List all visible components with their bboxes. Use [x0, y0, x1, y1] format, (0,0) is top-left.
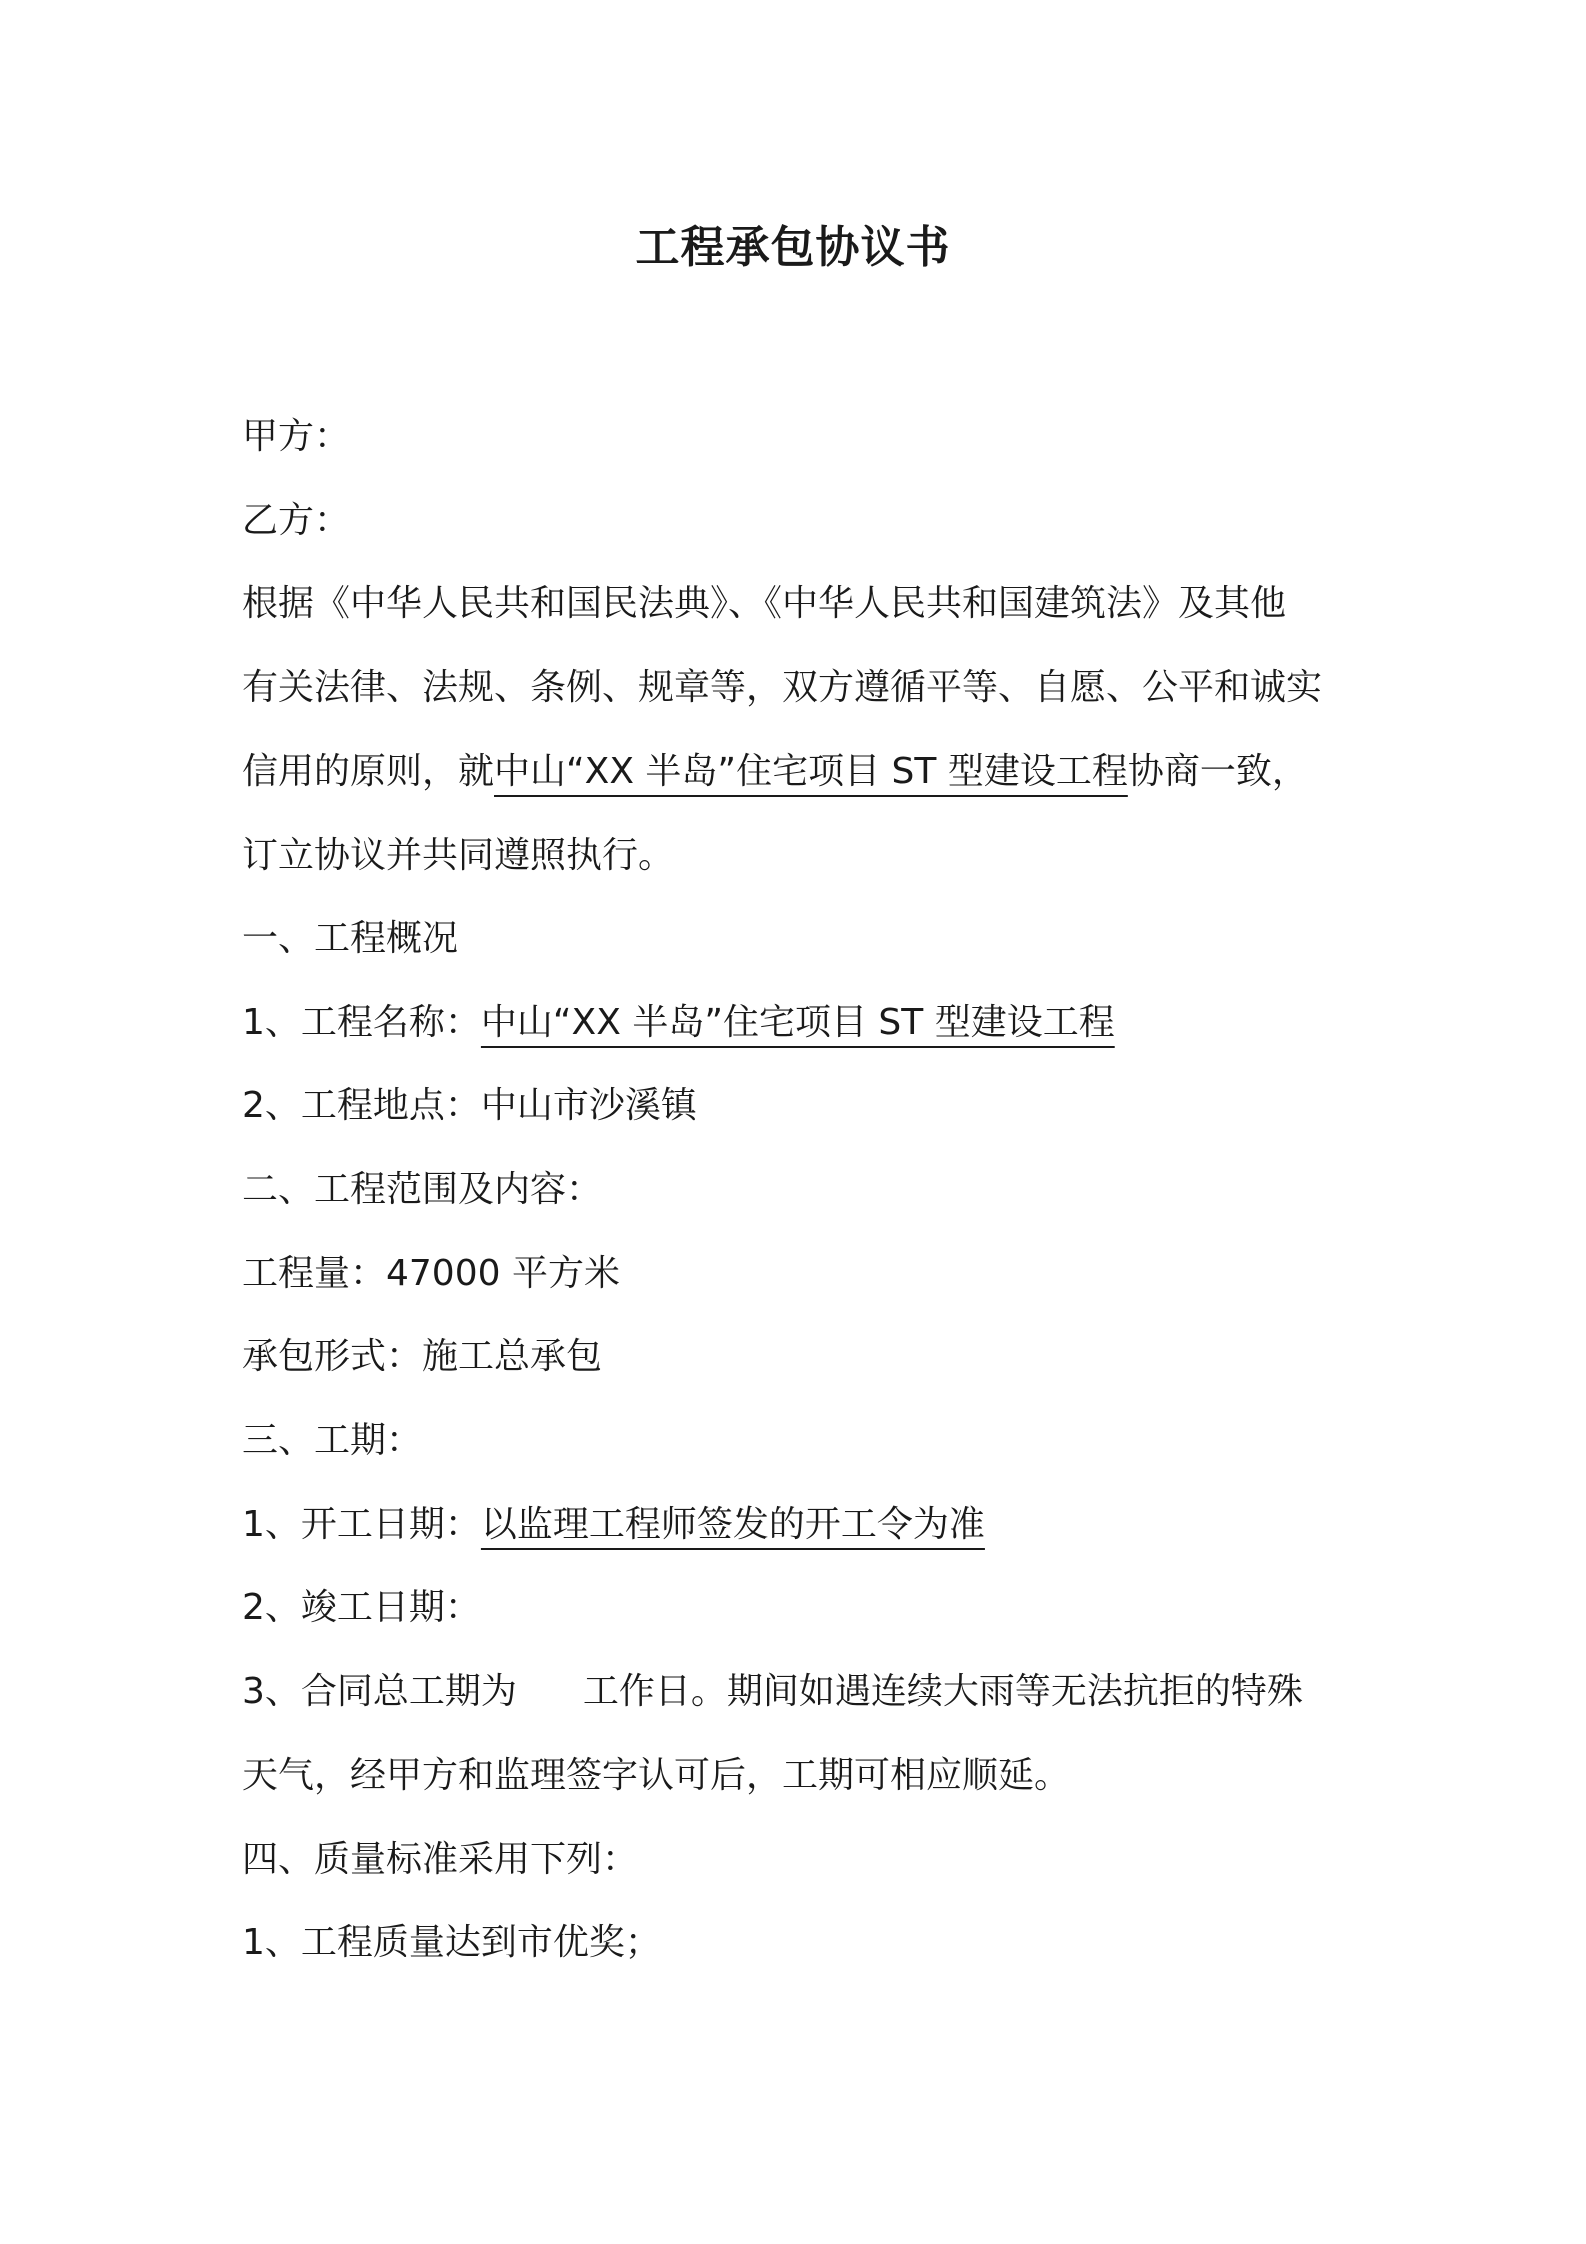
duration-line: [242, 1667, 1303, 1717]
project-name-line: [242, 998, 1115, 1048]
section-3-heading: 三、工期：: [242, 1420, 423, 1461]
quantity-line: 工程量：47000 平方米: [242, 1253, 620, 1294]
section-4-heading: 四、质量标准采用下列：: [242, 1839, 639, 1880]
start-date-line: [242, 1500, 985, 1550]
completion-date-line: 2、竣工日期：: [242, 1587, 481, 1628]
intro-line-1: 根据《中华人民共和国民法典》、《中华人民共和国建筑法》及其他: [242, 583, 1287, 624]
page-title: 工程承包协议书: [635, 222, 951, 273]
section-2-heading: 二、工程范围及内容：: [242, 1169, 603, 1210]
section-1-heading: 一、工程概况: [242, 918, 459, 959]
project-name-value: 中山“XX 半岛”住宅项目 ST 型建设工程: [480, 1002, 1115, 1043]
start-date-value: 以监理工程师签发的开工令为准: [480, 1504, 985, 1545]
project-name-underlined: 中山“XX 半岛”住宅项目 ST 型建设工程: [494, 751, 1128, 792]
contract-form-line: 承包形式：施工总承包: [242, 1336, 603, 1377]
intro-line-4: 订立协议并共同遵照执行。: [242, 835, 675, 876]
intro-line-3-prefix: 信用的原则，就: [242, 751, 495, 792]
project-location-line: 2、工程地点：中山市沙溪镇: [242, 1085, 697, 1126]
party-a-line: 甲方：: [242, 416, 351, 457]
duration-prefix: 3、合同总工期为: [242, 1671, 517, 1712]
intro-line-3: [242, 747, 1308, 797]
quality-item-1: 1、工程质量达到市优奖；: [242, 1922, 661, 1963]
intro-line-2: 有关法律、法规、条例、规章等，双方遵循平等、自愿、公平和诚实: [242, 667, 1323, 708]
duration-suffix: 工作日。期间如遇连续大雨等无法抗拒的特殊: [582, 1671, 1303, 1712]
party-b-line: 乙方：: [242, 500, 351, 541]
duration-line-2: 天气，经甲方和监理签字认可后，工期可相应顺延。: [242, 1755, 1071, 1796]
intro-line-3-suffix: 协商一致，: [1127, 751, 1308, 792]
start-date-label: 1、开工日期：: [242, 1504, 481, 1545]
project-name-label: 1、工程名称：: [242, 1002, 481, 1043]
